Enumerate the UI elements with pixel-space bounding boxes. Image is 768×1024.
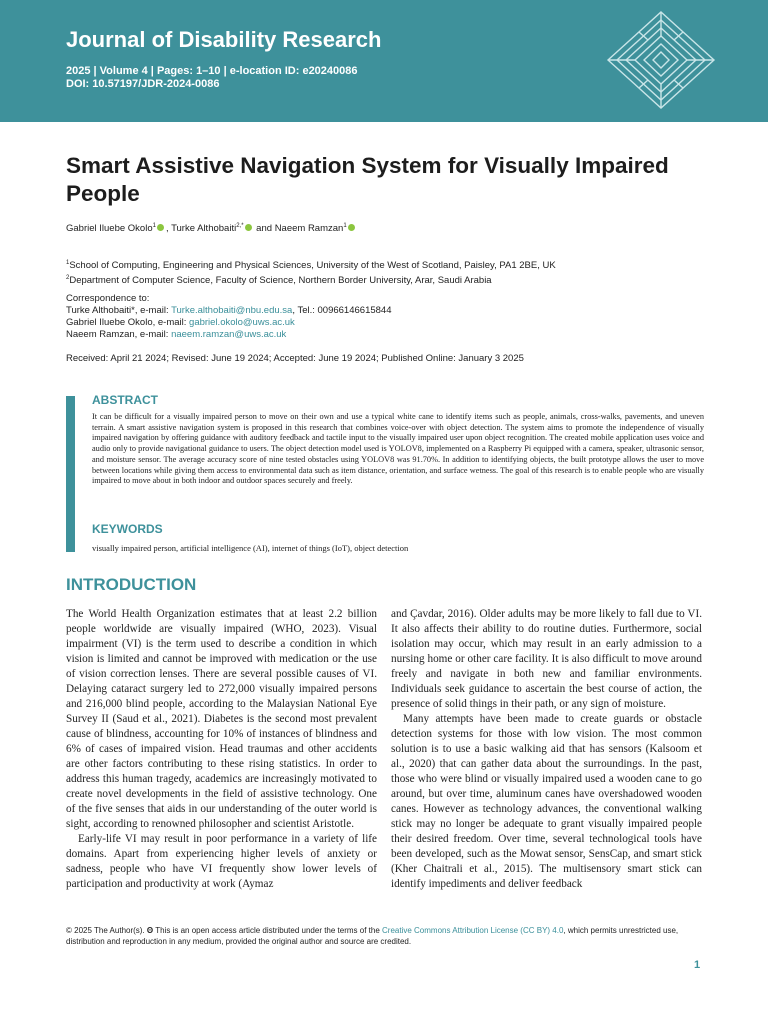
email-link[interactable]: naeem.ramzan@uws.ac.uk (171, 329, 287, 340)
orcid-icon[interactable] (157, 224, 164, 231)
correspondence-name: Gabriel Iluebe Okolo, e-mail: (66, 317, 190, 328)
correspondence-line (66, 317, 391, 329)
affiliations (66, 257, 556, 287)
affiliation-line (66, 257, 556, 272)
issue-meta-line: 2025 | Volume 4 | Pages: 1–10 | e-location ID: e20240086 (66, 65, 358, 77)
body-paragraph: and Çavdar, 2016). Older adults may be more likely to fall due to VI. It also affects their ability to do routine duties. Furthermore, social isolation may occur, which may result in an early admission to a nursing home or other care facility. It is also difficult to move around freely and navigate in both new and familiar environments. Individuals seek guidance to ascertain the best course of action, the presence of solid things in their path, or any sign of moisture. (391, 608, 702, 710)
email-link[interactable]: gabriel.okolo@uws.ac.uk (189, 317, 295, 328)
author-sup: 2,* (236, 223, 244, 229)
abstract-accent-bar (66, 396, 75, 552)
orcid-icon[interactable] (348, 224, 355, 231)
correspondence-heading: Correspondence to: (66, 293, 150, 304)
copyright-text: © 2025 The Author(s). (66, 926, 145, 935)
author-name: Gabriel Iluebe Okolo (66, 223, 153, 235)
license-footer (66, 925, 706, 947)
affiliation-line (66, 272, 556, 287)
keywords-text: visually impaired person, artificial intelligence (AI), internet of things (IoT), object detection (92, 543, 409, 553)
body-column-left (66, 607, 377, 892)
orcid-icon[interactable] (245, 224, 252, 231)
correspondence (66, 293, 391, 341)
affiliation-sup: 1 (66, 260, 70, 266)
author-separator: and (253, 223, 275, 235)
open-access-icon: ʘ (146, 926, 154, 935)
author-name: Turke Althobaiti (171, 223, 237, 235)
author-name: Naeem Ramzan (274, 223, 344, 235)
correspondence-tel: , Tel.: 00966146615844 (292, 305, 392, 316)
publication-dates: Received: April 21 2024; Revised: June 19 2024; Accepted: June 19 2024; Published Online: January 3 2025 (66, 353, 524, 364)
correspondence-name: Turke Althobaiti*, e-mail: (66, 305, 172, 316)
affiliation-text: School of Computing, Engineering and Physical Sciences, University of the West of Scotland, Paisley, PA1 2BE, UK (69, 260, 556, 272)
issue-meta (66, 65, 358, 91)
doi-line: DOI: 10.57197/JDR-2024-0086 (66, 78, 220, 90)
affiliation-text: Department of Computer Science, Faculty of Science, Northern Border University, Arar, Saudi Arabia (69, 275, 492, 287)
email-link[interactable]: Turke.althobaiti@nbu.edu.sa (171, 305, 293, 316)
license-text: This is an open access article distributed under the terms of the (153, 926, 383, 935)
correspondence-line (66, 329, 391, 341)
body-paragraph: Many attempts have been made to create guards or obstacle detection systems for those with low vision. The most common solution is to use a basic walking aid that has sensors (Kalsoom et al., 2020) that can gather data about the surroundings. In the past, those who were blind or visually impaired used a wooden cane to go around, but over time, aluminum canes have overshadowed wooden canes. However as technology advances, the conventional walking stick may no longer be adequate to grant visually impaired people their desired freedom. Over time, several technological tools have been developed, such as the Mowat sensor, SensCap, and smart stick (Kher Chaitrali et al., 2015). The multisensory smart stick can identify impediments and deliver feedback (391, 713, 702, 890)
page-number: 1 (694, 959, 701, 971)
article-title: Smart Assistive Navigation System for Visually Impaired People (66, 153, 669, 206)
journal-title: Journal of Disability Research (66, 27, 382, 52)
correspondence-line (66, 305, 391, 317)
journal-header-banner (0, 0, 768, 122)
correspondence-name: Naeem Ramzan, e-mail: (66, 329, 172, 340)
author-separator: , (165, 223, 172, 235)
body-paragraph: Early-life VI may result in poor performance in a variety of life domains. Apart from experiencing higher levels of anxiety or sadness, people who have VI frequently show lower levels of participation and productivity at work (Aymaz (66, 833, 377, 890)
abstract-heading: ABSTRACT (92, 393, 158, 407)
author-list (66, 223, 357, 234)
keywords-heading: KEYWORDS (92, 522, 163, 536)
author-sup: 1 (343, 223, 347, 229)
body-paragraph: The World Health Organization estimates that at least 2.2 billion people worldwide are visually impaired (WHO, 2023). Visual impairment (VI) is the term used to describe a condition in which vision is limited and cannot be improved with medication or the use of vision correction lenses. There are several possible causes of VI. Delaying cataract surgery led to 272,000 visually impaired persons and 216,000 blind people, according to the Malaysian National Eye Survey II (Saud et al., 2021). Diabetes is the second most prevalent cause of blindness, accounting for 10% of instances of blindness and 6% of cases of impaired vision. Head traumas and other accidents are other factors contributing to these rising statistics. In order to address this human tragedy, academics are increasingly motivated to create novel developments in the field of assistive technology. One of the five senses that aids in our understanding of the outer world is sight, according to renowned philosopher and scientist Aristotle. (66, 608, 377, 830)
abstract-text: It can be difficult for a visually impaired person to move on their own and use a typical white cane to identify items such as people, animals, cross-walks, pavements, and uneven terrain. A smart assistive navigation system is proposed in this research that combines voice-over with object detection. The system aims to promote the independence of visually impaired navigation by offering guidance with auditory feedback and tactile input to the visually impaired user upon object recognition. The created mobile application uses voice and audio only to provide navigational guidance to users. The object detection model used is YOLOV8, implemented on a Raspberry Pi equipped with a camera, speaker, ultrasonic sensor, and moisture sensor. The average accuracy score of nine tested obstacles using YOLOV8 was 91.70%. In addition to identifying objects, the built prototype allows the user to move between locations while giving them access to environmental data such as item distance, orientation, and surface wetness. The goal of this research is to enable people who are visually impaired to move about in both indoor and outdoor spaces securely and freely. (92, 412, 704, 486)
maze-diamond-logo-icon (606, 10, 716, 110)
license-link[interactable]: Creative Commons Attribution License (CC BY) 4.0 (382, 926, 564, 935)
body-column-right (391, 607, 702, 892)
affiliation-sup: 2 (66, 275, 70, 282)
author-sup: 1 (152, 223, 156, 229)
license-text: , which permits unrestricted use, distribution and reproduction in any medium, provided the original author and source are credited. (66, 926, 679, 946)
introduction-heading: INTRODUCTION (66, 575, 197, 594)
